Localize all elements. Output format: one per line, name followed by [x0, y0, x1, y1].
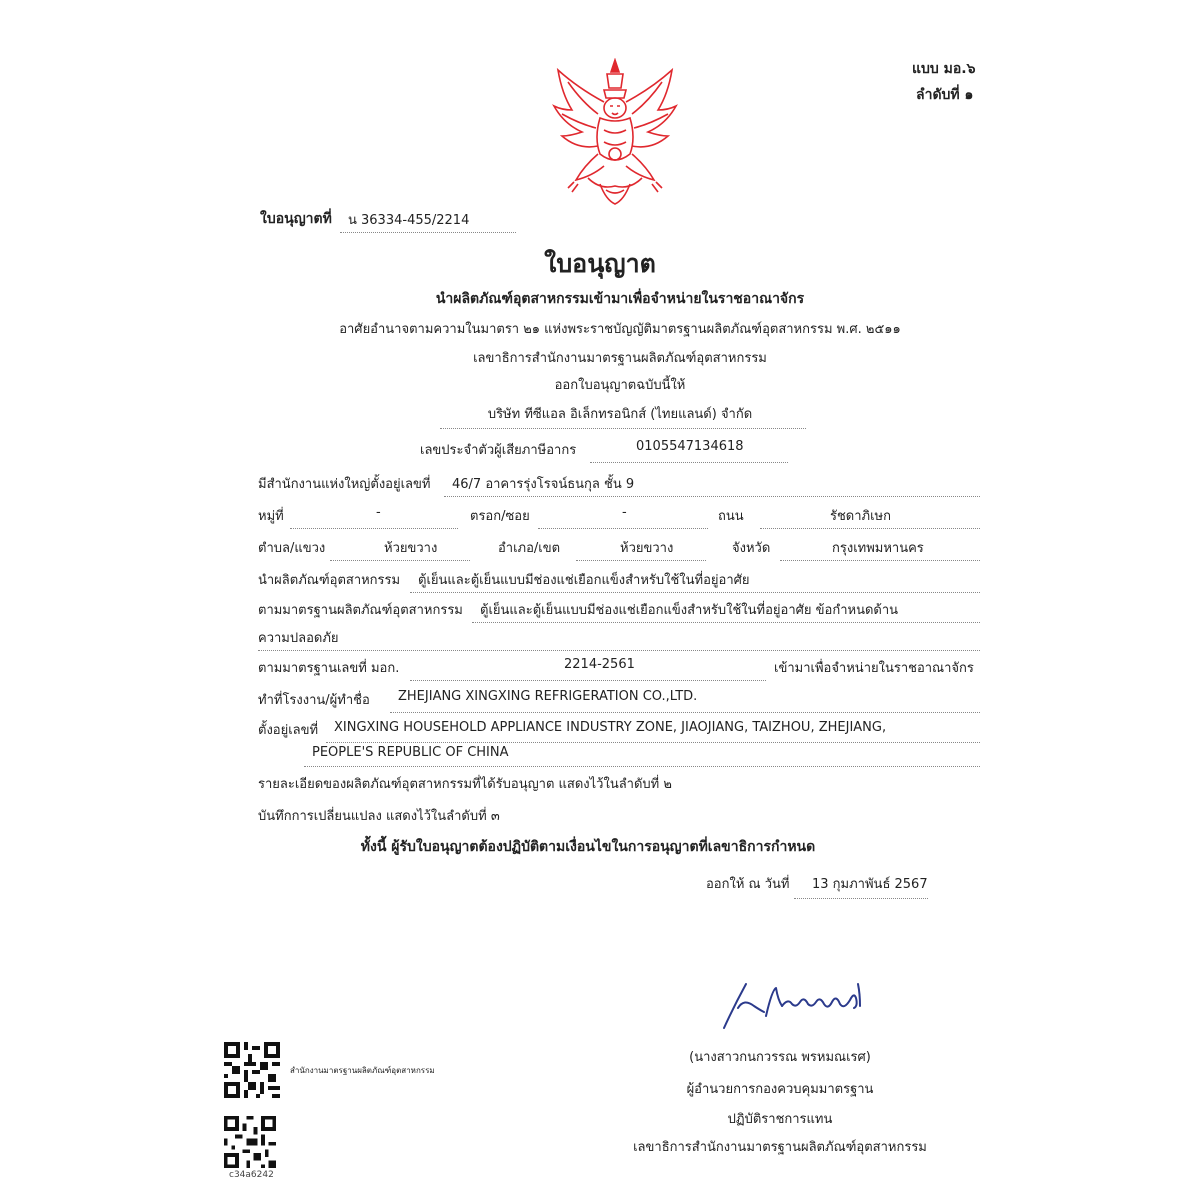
location-line2 — [304, 766, 980, 767]
tax-id-value: 0105547134618 — [636, 439, 744, 454]
standard-line2 — [258, 650, 980, 651]
company-line — [440, 428, 806, 429]
standard-value-line2: ความปลอดภัย — [258, 631, 339, 646]
tax-id-label: เลขประจำตัวผู้เสียภาษีอากร — [420, 443, 577, 458]
factory-line — [390, 712, 980, 713]
garuda-emblem — [548, 58, 682, 208]
company-name: บริษัท ทีซีแอล อิเล็กทรอนิกส์ (ไทยแลนด์) จำกัด — [487, 407, 753, 422]
product-label: นำผลิตภัณฑ์อุตสาหกรรม — [258, 573, 401, 588]
standard-label: ตามมาตรฐานผลิตภัณฑ์อุตสาหกรรม — [258, 603, 463, 618]
moo-value: - — [376, 505, 381, 520]
changes-line: บันทึกการเปลี่ยนแปลง แสดงไว้ในลำดับที่ ๓ — [258, 809, 500, 824]
district-line — [576, 560, 706, 561]
standard-number-suffix: เข้ามาเพื่อจำหน่ายในราชอาณาจักร — [774, 661, 974, 676]
standard-number-line — [410, 680, 766, 681]
district-label: อำเภอ/เขต — [498, 541, 561, 556]
signer-acting: ปฏิบัติราชการแทน — [727, 1112, 833, 1127]
subdistrict-label: ตำบล/แขวง — [258, 541, 326, 556]
qr-code-small-icon — [224, 1116, 276, 1168]
standard-line1 — [472, 622, 980, 623]
head-office-label: มีสำนักงานแห่งใหญ่ตั้งอยู่เลขที่ — [258, 477, 431, 492]
document-subtitle: นำผลิตภัณฑ์อุตสาหกรรมเข้ามาเพื่อจำหน่ายในราชอาณาจักร — [435, 291, 805, 307]
signer-name: (นางสาวกนกวรรณ พรหมณเรศ) — [689, 1050, 871, 1065]
product-line — [410, 592, 980, 593]
issue-line: ออกใบอนุญาตฉบับนี้ให้ — [554, 378, 686, 393]
head-office-value: 46/7 อาคารรุ่งโรจน์ธนกุล ชั้น 9 — [452, 477, 635, 492]
issued-line — [794, 898, 928, 899]
location-line2-text: PEOPLE'S REPUBLIC OF CHINA — [312, 745, 509, 760]
district-value: ห้วยขวาง — [620, 541, 674, 556]
signature — [720, 976, 880, 1032]
standard-number-value: 2214-2561 — [564, 657, 635, 672]
qr-code-id: c34a6242 — [229, 1170, 274, 1180]
condition-line: ทั้งนี้ ผู้รับใบอนุญาตต้องปฏิบัติตามเงื่อนไขในการอนุญาตที่เลขาธิการกำหนด — [360, 839, 816, 855]
issued-value: 13 กุมภาพันธ์ 2567 — [812, 877, 928, 892]
form-code: แบบ มอ.๖ — [912, 61, 976, 77]
soi-value: - — [622, 505, 627, 520]
issued-label: ออกให้ ณ วันที่ — [706, 877, 790, 892]
province-value: กรุงเทพมหานคร — [832, 541, 924, 556]
details-line: รายละเอียดของผลิตภัณฑ์อุตสาหกรรมที่ได้รับอนุญาต แสดงไว้ในลำดับที่ ๒ — [258, 777, 672, 792]
soi-label: ตรอก/ซอย — [470, 509, 530, 524]
authority-line: อาศัยอำนาจตามความในมาตรา ๒๑ แห่งพระราชบัญญัติมาตรฐานผลิตภัณฑ์อุตสาหกรรม พ.ศ. ๒๕๑๑ — [339, 322, 901, 337]
subdistrict-value: ห้วยขวาง — [384, 541, 438, 556]
standard-value-line1: ตู้เย็นและตู้เย็นแบบมีช่องแช่เยือกแข็งสำหรับใช้ในที่อยู่อาศัย ข้อกำหนดด้าน — [480, 603, 899, 618]
tax-id-line — [590, 462, 788, 463]
moo-line — [290, 528, 458, 529]
product-value: ตู้เย็นและตู้เย็นแบบมีช่องแช่เยือกแข็งสำหรับใช้ในที่อยู่อาศัย — [418, 573, 750, 588]
subdistrict-line — [330, 560, 470, 561]
location-label: ตั้งอยู่เลขที่ — [258, 723, 319, 738]
head-office-line — [444, 496, 980, 497]
document-title: ใบอนุญาต — [544, 249, 656, 278]
soi-line — [538, 528, 708, 529]
license-number-label: ใบอนุญาตที่ — [260, 211, 332, 227]
standard-number-label: ตามมาตรฐานเลขที่ มอก. — [258, 661, 400, 676]
road-value: รัชดาภิเษก — [830, 509, 892, 524]
license-number-value: น 36334-455/2214 — [348, 213, 470, 228]
location-line1-text: XINGXING HOUSEHOLD APPLIANCE INDUSTRY ZONE, JIAOJIANG, TAIZHOU, ZHEJIANG, — [334, 720, 887, 735]
road-label: ถนน — [718, 509, 744, 524]
province-line — [780, 560, 980, 561]
signer-position: ผู้อำนวยการกองควบคุมมาตรฐาน — [686, 1082, 874, 1097]
license-number-line — [340, 232, 516, 233]
factory-value: ZHEJIANG XINGXING REFRIGERATION CO.,LTD. — [398, 689, 698, 704]
signer-office: เลขาธิการสำนักงานมาตรฐานผลิตภัณฑ์อุตสาหกรรม — [633, 1140, 927, 1155]
sequence-number: ลำดับที่ ๑ — [916, 87, 974, 103]
province-label: จังหวัด — [732, 541, 771, 556]
issuer-line: เลขาธิการสำนักงานมาตรฐานผลิตภัณฑ์อุตสาหกรรม — [473, 351, 767, 366]
qr-code-icon — [224, 1042, 280, 1098]
factory-label: ทำที่โรงงาน/ผู้ทำชื่อ — [258, 693, 370, 708]
road-line — [760, 528, 980, 529]
location-line1 — [326, 742, 980, 743]
qr-caption: สำนักงานมาตรฐานผลิตภัณฑ์อุตสาหกรรม — [290, 1066, 435, 1075]
moo-label: หมู่ที่ — [258, 509, 284, 524]
